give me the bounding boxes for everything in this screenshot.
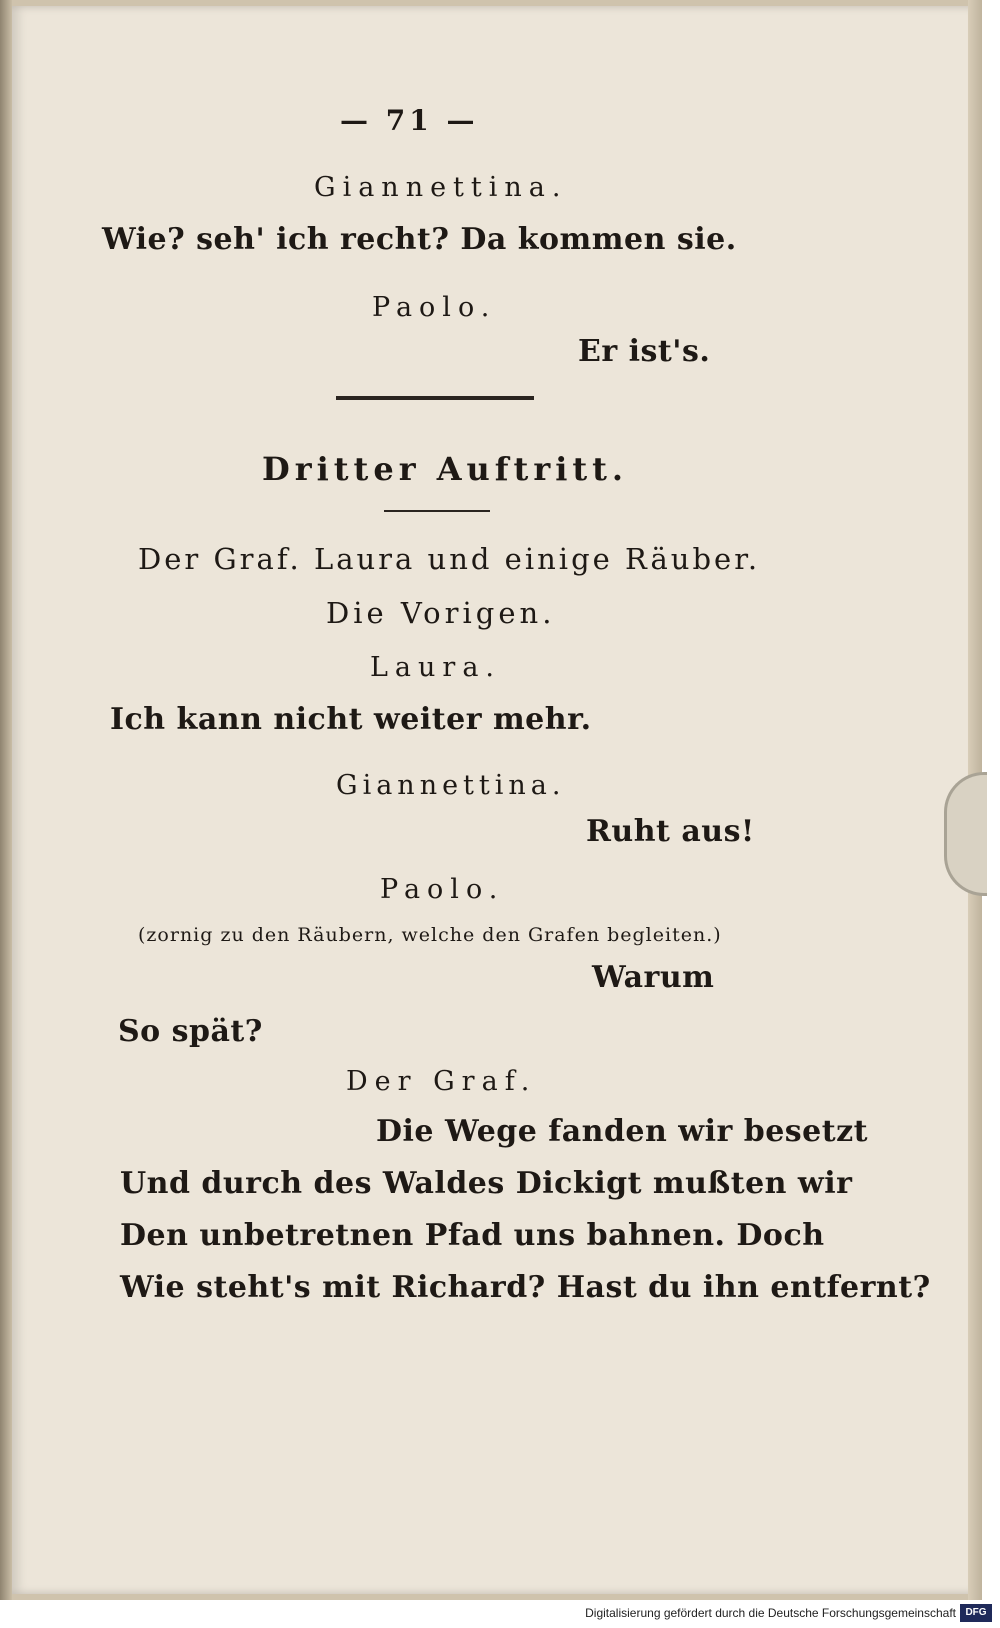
verse-line: Und durch des Waldes Dickigt mußten wir [120,1166,853,1201]
verse-line: Ruht aus! [586,814,755,849]
speaker-label: Der Graf. [346,1066,537,1097]
cast-list: Der Graf. Laura und einige Räuber. [138,542,761,576]
funding-credit: Digitalisierung gefördert durch die Deutsche Forschungsgemeinschaft [585,1606,956,1620]
speaker-label: Laura. [370,652,502,683]
verse-line: Er ist's. [578,334,711,369]
verse-line: So spät? [118,1014,263,1049]
verse-line: Wie? seh' ich recht? Da kommen sie. [102,222,737,257]
verse-line: Den unbetretnen Pfad uns bahnen. Doch [120,1218,825,1253]
scene-heading: Dritter Auftritt. [262,450,629,488]
stage-direction: (zornig zu den Räubern, welche den Grafen begleiten.) [138,924,722,946]
speaker-label: Giannettina. [336,770,566,801]
heading-underline [384,510,490,512]
page-number: — 71 — [340,104,479,137]
verse-line: Wie steht's mit Richard? Hast du ihn entfernt? [120,1270,931,1305]
digitization-footer [0,1600,1000,1628]
dfg-logo: DFG [960,1604,992,1622]
speaker-label: Paolo. [380,874,505,905]
verse-line: Warum [592,960,715,995]
book-spine-shadow [0,0,12,1600]
verse-line: Die Wege fanden wir besetzt [376,1114,869,1149]
cast-list: Die Vorigen. [326,596,556,630]
page-clip [944,772,987,896]
speaker-label: Paolo. [372,292,497,323]
section-divider [336,396,534,400]
verse-line: Ich kann nicht weiter mehr. [110,702,592,737]
speaker-label: Giannettina. [314,172,568,203]
